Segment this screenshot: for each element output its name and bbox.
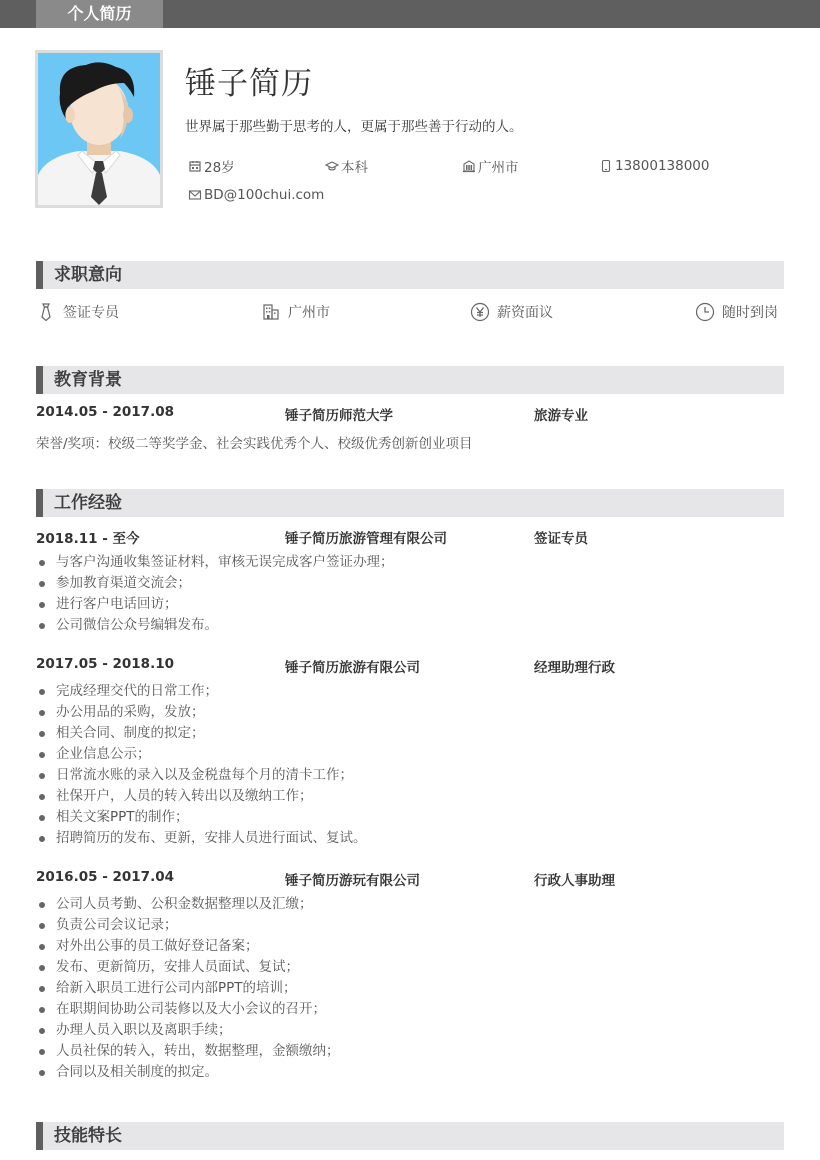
job-duties-list (36, 894, 340, 1083)
section-title: 求职意向 (54, 265, 122, 285)
section-accent-bar (36, 366, 43, 394)
city-icon (261, 302, 281, 322)
tie-icon (36, 302, 56, 322)
education-school: 锤子简历师范大学 (285, 408, 393, 424)
list-item: 相关合同、制度的拟定； (36, 723, 367, 744)
list-item: 给新入职员工进行公司内部PPT的培训； (36, 978, 340, 999)
info-degree: 本科 (325, 157, 368, 175)
info-phone: 13800138000 (599, 157, 709, 175)
list-item: 招聘简历的发布、更新，安排人员进行面试、复试。 (36, 828, 367, 849)
section-title: 教育背景 (54, 370, 122, 390)
calendar-icon (188, 159, 202, 173)
section-accent-bar (36, 261, 43, 289)
list-item: 与客户沟通收集签证材料，审核无误完成客户签证办理； (36, 552, 394, 573)
education-period: 2014.05 - 2017.08 (36, 404, 174, 420)
info-age: 28岁 (188, 157, 235, 175)
list-item: 参加教育渠道交流会； (36, 573, 394, 594)
job-position: 签证专员 (534, 531, 588, 547)
intent-position: 签证专员 (36, 301, 119, 323)
avatar-illustration (38, 53, 160, 205)
section-header-work (36, 489, 784, 517)
section-title: 技能特长 (54, 1126, 122, 1146)
job-duties-list (36, 681, 367, 849)
list-item: 办理人员入职以及离职手续； (36, 1020, 340, 1041)
intent-salary: 薪资面议 (470, 301, 553, 323)
list-item: 完成经理交代的日常工作； (36, 681, 367, 702)
job-duties-list (36, 552, 394, 636)
section-header-education (36, 366, 784, 394)
list-item: 进行客户电话回访； (36, 594, 394, 615)
top-bar (0, 0, 820, 28)
list-item: 人员社保的转入，转出，数据整理，金额缴纳； (36, 1041, 340, 1062)
clock-icon (695, 302, 715, 322)
section-header-intent (36, 261, 784, 289)
motto: 世界属于那些勤于思考的人，更属于那些善于行动的人。 (185, 119, 523, 135)
job-company: 锤子简历游玩有限公司 (285, 873, 420, 889)
intent-city: 广州市 (261, 301, 330, 323)
section-title: 工作经验 (54, 493, 122, 513)
job-period: 2017.05 - 2018.10 (36, 656, 174, 672)
phone-icon (599, 159, 613, 173)
list-item: 在职期间协助公司装修以及大小会议的召开； (36, 999, 340, 1020)
job-position: 经理助理行政 (534, 660, 615, 676)
list-item: 对外出公事的员工做好登记备案； (36, 936, 340, 957)
resume-tab[interactable]: 个人简历 (36, 0, 163, 28)
yuan-icon (470, 302, 490, 322)
job-period: 2016.05 - 2017.04 (36, 869, 174, 885)
job-position: 行政人事助理 (534, 873, 615, 889)
list-item: 相关文案PPT的制作； (36, 807, 367, 828)
building-icon (462, 159, 476, 173)
section-accent-bar (36, 489, 43, 517)
list-item: 办公用品的采购，发放； (36, 702, 367, 723)
list-item: 合同以及相关制度的拟定。 (36, 1062, 340, 1083)
job-period: 2018.11 - 至今 (36, 531, 140, 547)
intent-availability: 随时到岗 (695, 301, 778, 323)
list-item: 公司微信公众号编辑发布。 (36, 615, 394, 636)
list-item: 日常流水账的录入以及金税盘每个月的清卡工作； (36, 765, 367, 786)
list-item: 社保开户，人员的转入转出以及缴纳工作； (36, 786, 367, 807)
graduation-cap-icon (325, 159, 339, 173)
job-company: 锤子简历旅游有限公司 (285, 660, 420, 676)
education-major: 旅游专业 (534, 408, 588, 424)
job-company: 锤子简历旅游管理有限公司 (285, 531, 447, 547)
mail-icon (188, 188, 202, 202)
list-item: 负责公司会议记录； (36, 915, 340, 936)
candidate-name: 锤子简历 (185, 66, 313, 102)
info-city: 广州市 (462, 157, 519, 175)
avatar (35, 50, 163, 208)
education-honors: 荣誉/奖项：校级二等奖学金、社会实践优秀个人、校级优秀创新创业项目 (36, 436, 473, 452)
list-item: 企业信息公示； (36, 744, 367, 765)
info-email: BD@100chui.com (188, 186, 324, 204)
section-accent-bar (36, 1122, 43, 1150)
section-header-skills (36, 1122, 784, 1150)
list-item: 发布、更新简历，安排人员面试、复试； (36, 957, 340, 978)
list-item: 公司人员考勤、公积金数据整理以及汇缴； (36, 894, 340, 915)
